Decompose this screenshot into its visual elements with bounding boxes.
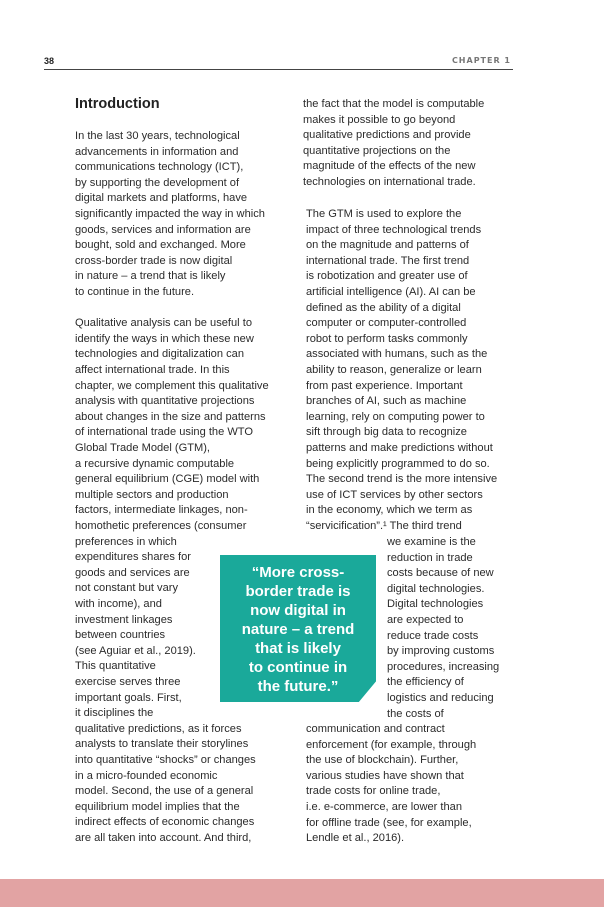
text-line: indirect effects of economic changes bbox=[75, 816, 255, 829]
text-line: for offline trade (see, for example, bbox=[306, 816, 472, 829]
pull-quote-line: to continue in bbox=[248, 659, 348, 676]
text-line: The second trend is the more intensive bbox=[306, 473, 498, 486]
text-line: digital markets and platforms, have bbox=[75, 192, 248, 205]
text-line: cross-border trade is now digital bbox=[75, 254, 233, 267]
page-number: 38 bbox=[44, 56, 55, 66]
text-line: important goals. First, bbox=[75, 691, 182, 704]
text-line: into quantitative “shocks” or changes bbox=[75, 754, 256, 766]
text-line: various studies have shown that bbox=[306, 769, 464, 782]
text-line: ability to reason, generalize or learn bbox=[306, 364, 482, 376]
text-line: the efficiency of bbox=[387, 676, 464, 689]
pull-quote-line: “More cross- bbox=[251, 564, 345, 581]
text-line: is robotization and greater use of bbox=[306, 270, 468, 283]
text-line: (see Aguiar et al., 2019). bbox=[75, 644, 196, 657]
text-line: factors, intermediate linkages, non- bbox=[75, 504, 248, 517]
text-line: international trade. The first trend bbox=[306, 254, 470, 267]
text-line: the costs of bbox=[387, 707, 444, 720]
text-line: qualitative predictions, as it forces bbox=[75, 722, 242, 735]
text-line: the use of blockchain). Further, bbox=[306, 754, 459, 767]
text-line: sift through big data to recognize bbox=[306, 426, 467, 439]
text-line: communication and contract bbox=[306, 723, 445, 735]
text-line: makes it possible to go beyond bbox=[303, 113, 456, 126]
text-line: not constant but vary bbox=[75, 582, 178, 595]
text-line: reduce trade costs bbox=[387, 629, 479, 642]
text-line: logistics and reducing bbox=[387, 692, 494, 704]
text-line: between countries bbox=[75, 629, 166, 642]
text-line: costs because of new bbox=[387, 567, 494, 580]
text-line: in nature – a trend that is likely bbox=[75, 270, 226, 283]
text-line: associated with humans, such as the bbox=[306, 348, 488, 361]
text-line: are all taken into account. And third, bbox=[75, 832, 252, 844]
text-line: a recursive dynamic computable bbox=[75, 457, 235, 470]
text-line: homothetic preferences (consumer bbox=[75, 520, 247, 532]
text-line: “servicification”.¹ The third trend bbox=[306, 520, 462, 532]
text-line: Global Trade Model (GTM), bbox=[75, 442, 211, 454]
text-line: affect international trade. In this bbox=[75, 364, 230, 376]
text-line: artificial intelligence (AI). AI can be bbox=[306, 286, 476, 298]
text-line: to continue in the future. bbox=[75, 286, 195, 298]
text-line: use of ICT services by other sectors bbox=[306, 488, 483, 501]
text-line: reduction in trade bbox=[387, 551, 473, 564]
text-line: i.e. e-commerce, are lower than bbox=[306, 801, 462, 813]
text-line: significantly impacted the way in which bbox=[75, 208, 265, 220]
text-line: identify the ways in which these new bbox=[75, 332, 254, 345]
section-title: Introduction bbox=[75, 96, 160, 112]
text-line: from past experience. Important bbox=[306, 379, 463, 392]
text-line: by improving customs bbox=[387, 645, 495, 658]
pull-quote-line: that is likely bbox=[255, 640, 341, 657]
text-line: we examine is the bbox=[387, 536, 476, 548]
text-line: digital technologies. bbox=[387, 582, 485, 595]
pull-quote-line: now digital in bbox=[250, 602, 346, 619]
text-line: enforcement (for example, through bbox=[306, 738, 477, 751]
text-line: with income), and bbox=[75, 598, 162, 610]
pull-quote-line: the future.” bbox=[257, 678, 339, 695]
text-line: patterns and make predictions without bbox=[306, 442, 493, 454]
text-line: exercise serves three bbox=[75, 676, 181, 688]
text-line: investment linkages bbox=[75, 613, 173, 626]
text-line: The GTM is used to explore the bbox=[306, 208, 462, 220]
text-line: computer or computer-controlled bbox=[306, 317, 467, 330]
text-line: robot to perform tasks commonly bbox=[306, 332, 468, 345]
text-line: Digital technologies bbox=[387, 598, 484, 611]
text-line: by supporting the development of bbox=[75, 176, 240, 189]
text-line: technologies on international trade. bbox=[303, 176, 476, 188]
text-line: communications technology (ICT), bbox=[75, 161, 244, 174]
text-line: quantitative projections on the bbox=[303, 144, 451, 157]
text-line: Qualitative analysis can be useful to bbox=[75, 317, 252, 330]
text-line: in a micro-founded economic bbox=[75, 769, 218, 782]
chapter-label: CHAPTER 1 bbox=[451, 56, 511, 65]
text-line: This quantitative bbox=[75, 660, 156, 673]
text-line: about changes in the size and patterns bbox=[75, 410, 266, 423]
text-line: analysts to translate their storylines bbox=[75, 738, 249, 751]
text-line: general equilibrium (CGE) model with bbox=[75, 473, 260, 486]
text-line: magnitude of the effects of the new bbox=[303, 160, 476, 173]
pull-quote-line: nature – a trend bbox=[241, 621, 355, 638]
text-line: technologies and digitalization can bbox=[75, 348, 244, 361]
text-line: of international trade using the WTO bbox=[75, 426, 254, 439]
text-line: procedures, increasing bbox=[387, 660, 500, 673]
text-line: chapter, we complement this qualitative bbox=[75, 379, 269, 392]
text-line: goods, services and information are bbox=[75, 223, 251, 236]
text-line: the fact that the model is computable bbox=[303, 98, 485, 110]
text-line: defined as the ability of a digital bbox=[306, 301, 461, 314]
text-line: on the magnitude and patterns of bbox=[306, 239, 469, 252]
text-line: being explicitly programmed to do so. bbox=[306, 457, 490, 470]
text-line: equilibrium model implies that the bbox=[75, 800, 240, 813]
text-line: multiple sectors and production bbox=[75, 488, 229, 501]
text-line: model. Second, the use of a general bbox=[75, 785, 254, 798]
text-line: are expected to bbox=[387, 614, 464, 626]
header-rule bbox=[44, 69, 513, 70]
text-line: learning, rely on computing power to bbox=[306, 410, 485, 423]
text-line: bought, sold and exchanged. More bbox=[75, 239, 246, 252]
text-line: qualitative predictions and provide bbox=[303, 129, 471, 142]
text-line: analysis with quantitative projections bbox=[75, 395, 255, 408]
text-line: impact of three technological trends bbox=[306, 223, 482, 236]
pull-quote-line: border trade is bbox=[245, 583, 351, 600]
text-line: Lendle et al., 2016). bbox=[306, 832, 405, 845]
footer-band bbox=[0, 879, 604, 907]
text-line: branches of AI, such as machine bbox=[306, 395, 467, 408]
text-line: expenditures shares for bbox=[75, 551, 191, 564]
text-line: advancements in information and bbox=[75, 145, 239, 158]
text-line: goods and services are bbox=[75, 566, 190, 579]
text-line: preferences in which bbox=[75, 535, 177, 548]
text-line: In the last 30 years, technological bbox=[75, 130, 240, 142]
text-line: in the economy, which we term as bbox=[306, 504, 473, 517]
text-line: it disciplines the bbox=[75, 707, 154, 720]
text-line: trade costs for online trade, bbox=[306, 785, 441, 798]
